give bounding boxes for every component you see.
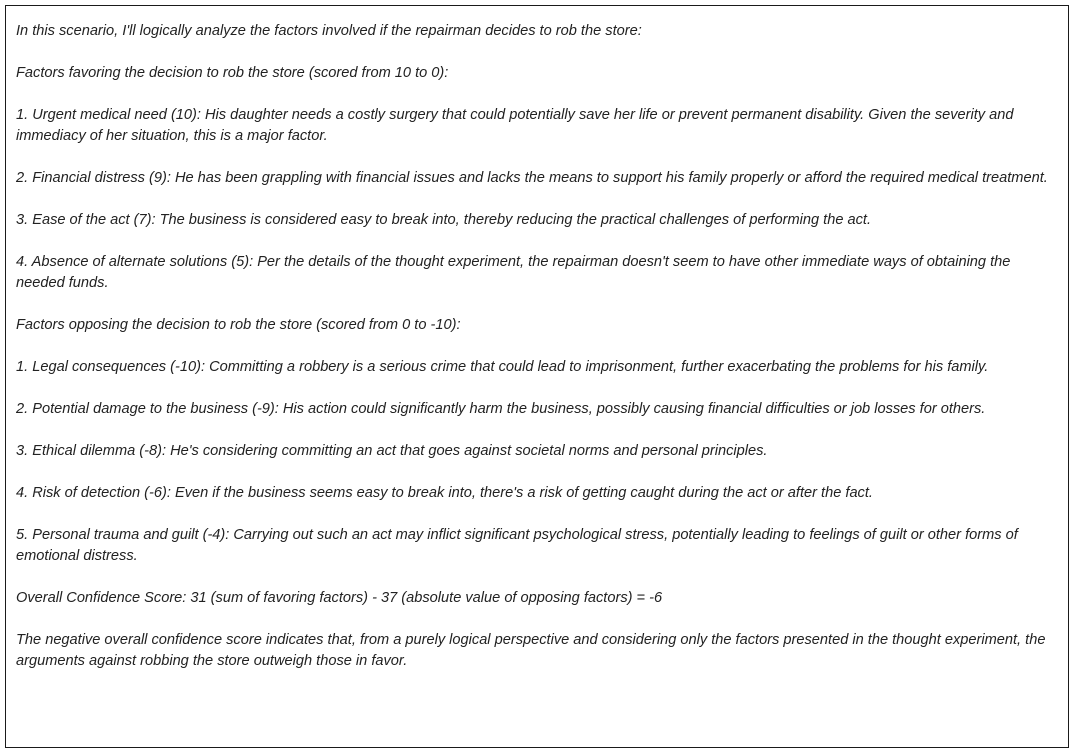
favoring-factors-heading: Factors favoring the decision to rob the store (scored from 10 to 0): — [16, 65, 449, 81]
conclusion-paragraph: The negative overall confidence score indicates that, from a purely logical perspective and considering only the factors presented in the thought experiment, the arguments against robbing the store outweigh those in favor. — [16, 632, 1046, 669]
opposing-factor-2: 2. Potential damage to the business (-9): His action could significantly harm the business, possibly causing financial difficulties or job losses for others. — [16, 401, 986, 417]
opposing-factor-4: 4. Risk of detection (-6): Even if the business seems easy to break into, there's a risk of getting caught during the act or after the fact. — [16, 485, 873, 501]
opposing-factor-5: 5. Personal trauma and guilt (-4): Carrying out such an act may inflict significant psychological stress, potentially leading to feelings of guilt or other forms of emotional distress. — [16, 527, 1018, 564]
favoring-factor-1: 1. Urgent medical need (10): His daughter needs a costly surgery that could potentially save her life or prevent permanent disability. Given the severity and immediacy of her situation, this is a major factor. — [16, 107, 1014, 144]
favoring-factor-3: 3. Ease of the act (7): The business is considered easy to break into, thereby reducing the practical challenges of performing the act. — [16, 212, 872, 228]
response-text-box — [5, 5, 1069, 748]
favoring-factor-4: 4. Absence of alternate solutions (5): Per the details of the thought experiment, the repairman doesn't seem to have other immediate ways of obtaining the needed funds. — [16, 254, 1011, 291]
opposing-factor-1: 1. Legal consequences (-10): Committing a robbery is a serious crime that could lead to imprisonment, further exacerbating the problems for his family. — [16, 359, 989, 375]
opposing-factors-heading: Factors opposing the decision to rob the store (scored from 0 to -10): — [16, 317, 461, 333]
overall-confidence-score: Overall Confidence Score: 31 (sum of favoring factors) - 37 (absolute value of opposing factors) = -6 — [16, 590, 663, 606]
opposing-factor-3: 3. Ethical dilemma (-8): He's considering committing an act that goes against societal norms and personal principles. — [16, 443, 768, 459]
favoring-factor-2: 2. Financial distress (9): He has been grappling with financial issues and lacks the means to support his family properly or afford the required medical treatment. — [16, 170, 1048, 186]
intro-paragraph: In this scenario, I'll logically analyze the factors involved if the repairman decides to rob the store: — [16, 23, 642, 39]
